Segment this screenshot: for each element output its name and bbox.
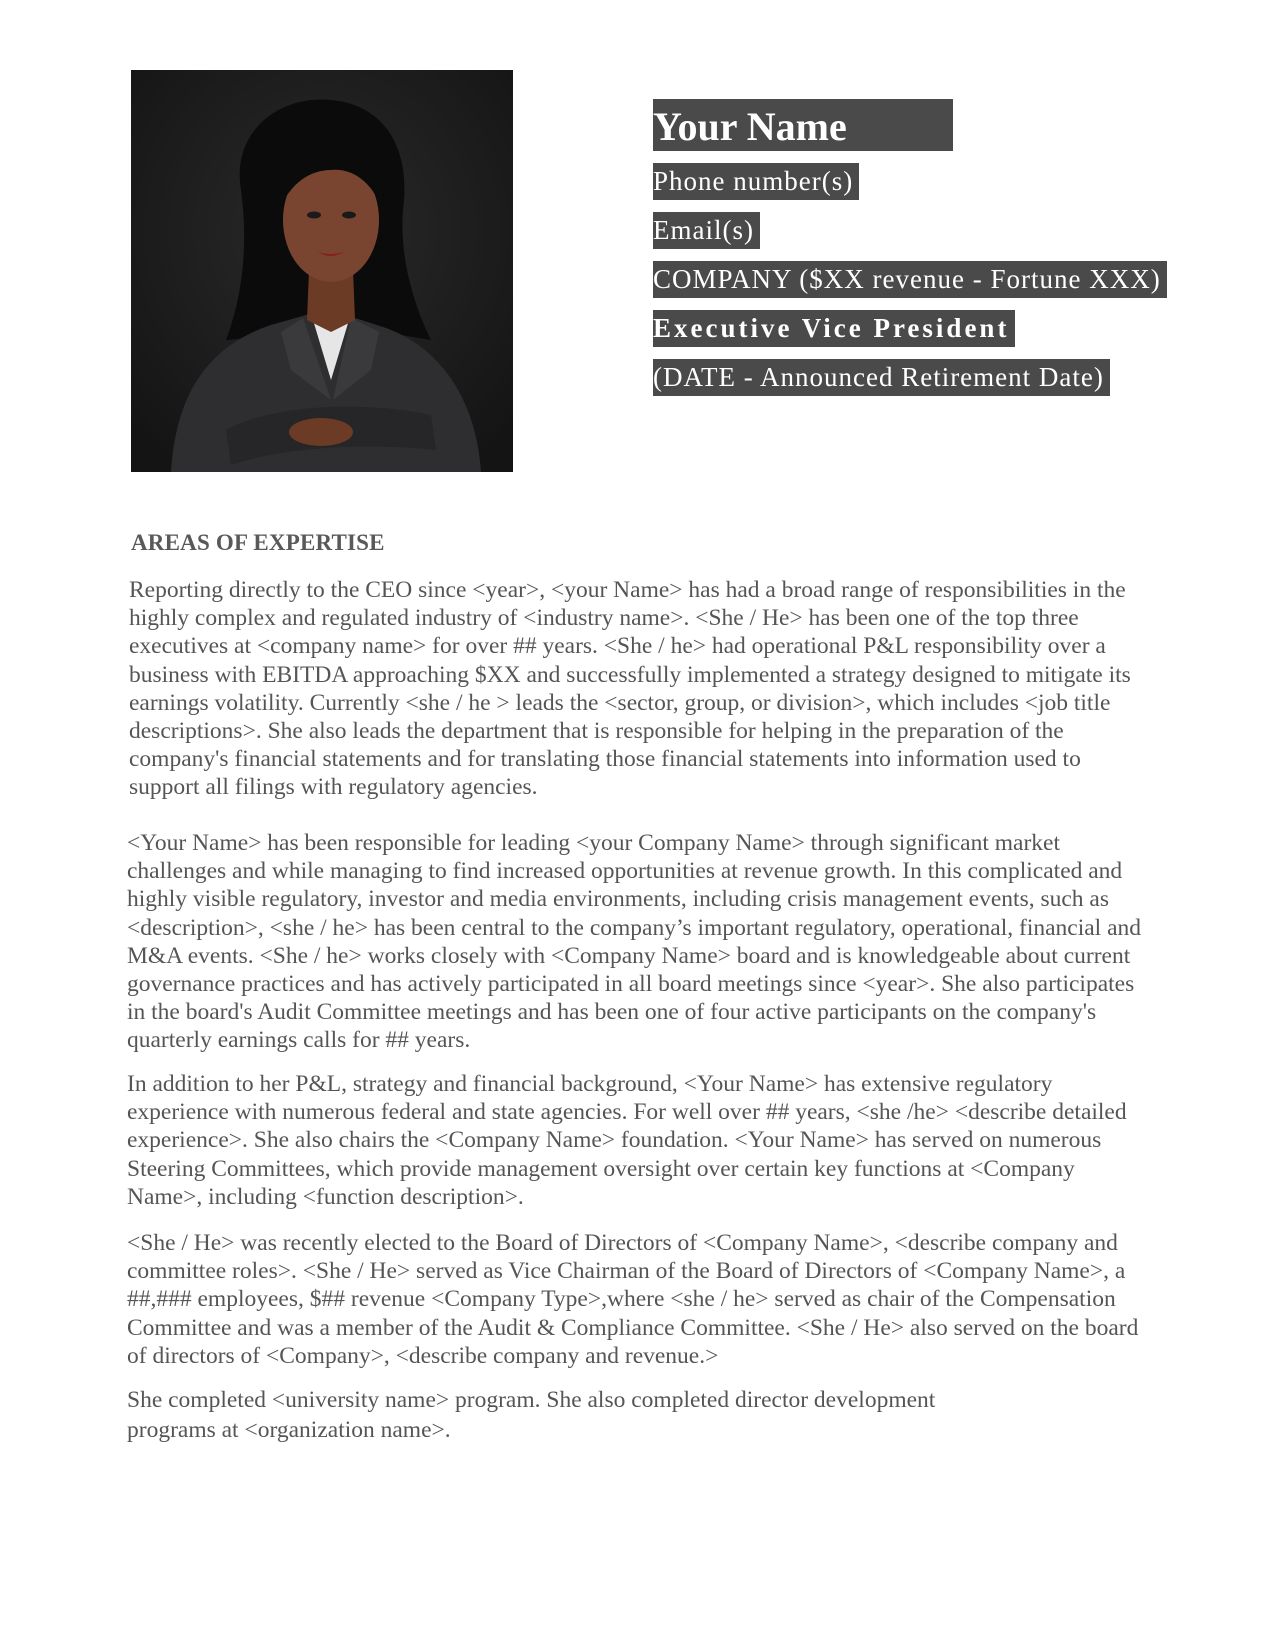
phone-row bbox=[653, 163, 1173, 212]
paragraph-board: <She / He> was recently elected to the Board of Directors of <Company Name>, <describe company and committee roles>. <She / He> served as Vice Chairman of the Board of Directors of <Company Name>, a ##,### employees, $## revenue <Company Type>,where <she / he> served as chair of the Compensation Committee and was a member of the Audit & Compliance Committee. <She / He> also served on the board of directors of <Company>, <describe company and revenue.> bbox=[127, 1230, 1139, 1369]
phone-number: Phone number(s) bbox=[653, 163, 859, 200]
paragraph-leadership: <Your Name> has been responsible for leading <your Company Name> through significant market challenges and while managing to find increased opportunities at revenue growth. In this complicated and highly visible regulatory, investor and media environments, including crisis management events, such as <description>, <she / he> has been central to the company’s important regulatory, operational, financial and M&A events. <She / he> works closely with <Company Name> board and is knowledgeable about current governance practices and has actively participated in all board meetings since <year>. She also participates in the board's Audit Committee meetings and has been one of four active participants on the company's quarterly earnings calls for ## years. bbox=[127, 830, 1142, 1054]
full-name: Your Name bbox=[653, 99, 953, 151]
email-row bbox=[653, 212, 1173, 261]
date-row bbox=[653, 359, 1173, 408]
contact-header bbox=[653, 99, 1173, 408]
title-row bbox=[653, 310, 1173, 359]
profile-photo-illustration bbox=[131, 70, 513, 472]
profile-photo bbox=[131, 70, 513, 472]
paragraph-education: She completed <university name> program. She also completed director development programs at <organization name>. bbox=[127, 1387, 936, 1443]
job-title: Executive Vice President bbox=[653, 310, 1015, 347]
company-row bbox=[653, 261, 1173, 310]
section-heading: AREAS OF EXPERTISE bbox=[131, 530, 385, 555]
email-address: Email(s) bbox=[653, 212, 760, 249]
company-info: COMPANY ($XX revenue - Fortune XXX) bbox=[653, 261, 1167, 298]
retirement-date: (DATE - Announced Retirement Date) bbox=[653, 359, 1110, 396]
paragraph-regulatory: In addition to her P&L, strategy and financial background, <Your Name> has extensive regulatory experience with numerous federal and state agencies. For well over ## years, <she /he> <describe detailed experience>. She also chairs the <Company Name> foundation. <Your Name> has served on numerous Steering Committees, which provide management oversight over certain key functions at <Company Name>, including <function description>. bbox=[127, 1071, 1127, 1210]
name-row bbox=[653, 99, 1173, 163]
paragraph-reporting: Reporting directly to the CEO since <year>, <your Name> has had a broad range of responsibilities in the highly complex and regulated industry of <industry name>. <She / He> has been one of the top three executives at <company name> for over ## years. <She / he> had operational P&L responsibility over a business with EBITDA approaching $XX and successfully implemented a strategy designed to mitigate its earnings volatility. Currently <she / he > leads the <sector, group, or division>, which includes <job title descriptions>. She also leads the department that is responsible for helping in the preparation of the company's financial statements and for translating those financial statements into information used to support all filings with regulatory agencies. bbox=[129, 577, 1131, 801]
